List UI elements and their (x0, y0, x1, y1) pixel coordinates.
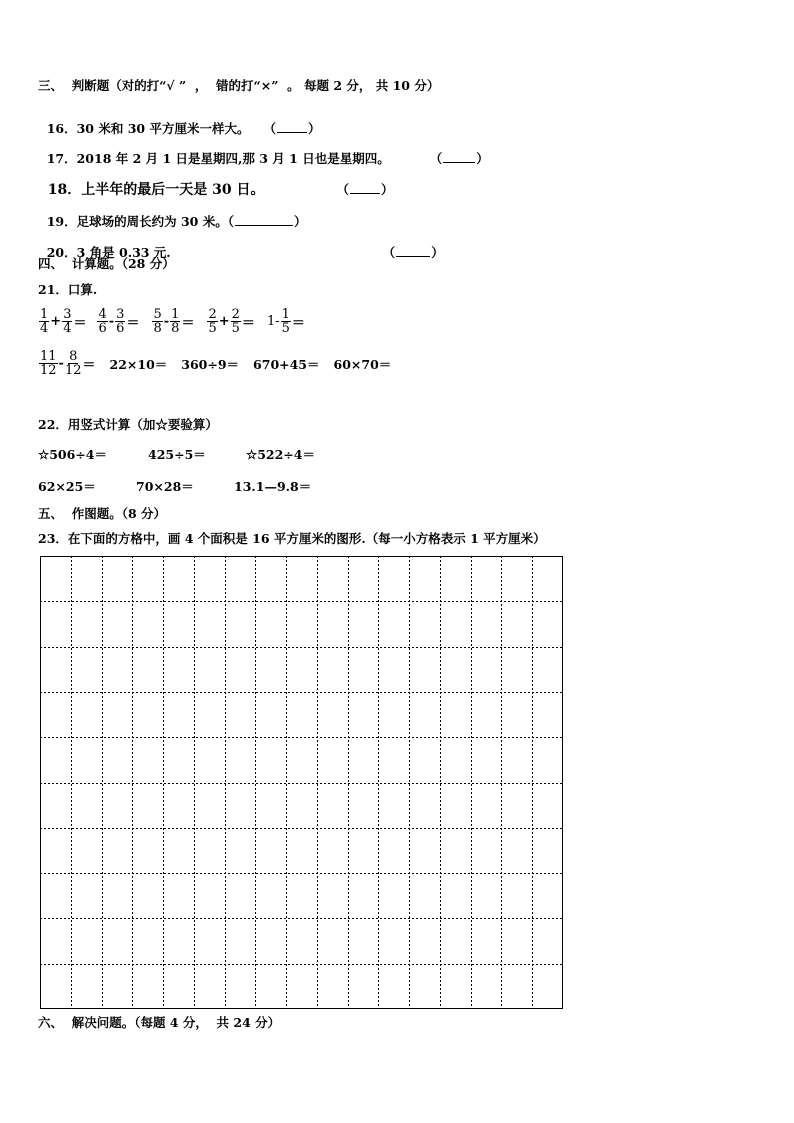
answer-blank-19[interactable] (235, 224, 293, 226)
expr-2: $\frac{4}{6}$ - $\frac{3}{6}$ ＝ (98, 307, 140, 336)
question-22-label: 22．用竖式计算（加☆要验算） (38, 417, 218, 432)
drawing-grid[interactable] (40, 556, 564, 1010)
expr-9: 670+45＝ (253, 356, 320, 372)
fraction: $\frac{3}{4}$ (63, 307, 72, 336)
question-17-text: 17．2018 年 2 月 1 日是星期四,那 3 月 1 日也是星期四。 (46, 151, 390, 166)
section-5-heading: 五、 作图题。（8 分） (38, 506, 167, 521)
vertical-calc-3: ☆522÷4＝ (246, 447, 315, 462)
expr-3: $\frac{5}{8}$ - $\frac{1}{8}$ ＝ (153, 307, 195, 336)
oral-calc-row-1 (38, 308, 305, 335)
fraction: $\frac{1}{5}$ (281, 307, 290, 336)
fraction: $\frac{11}{12}$ (40, 349, 57, 378)
expr-8: 360÷9＝ (181, 356, 240, 372)
vertical-calc-5: 70×28＝ (136, 479, 194, 494)
fraction: $\frac{3}{6}$ (116, 307, 125, 336)
expr-10: 60×70＝ (333, 356, 392, 372)
section-3-heading: 三、 判断题（对的打“√ ” ， 错的打“×” 。 每题 2 分， 共 10 分） (38, 78, 440, 93)
grid-lines (40, 556, 563, 1009)
section-6-heading: 六、 解决问题。（每题 4 分， 共 24 分） (38, 1015, 281, 1030)
expr-4: $\frac{2}{5}$ + $\frac{2}{5}$ ＝ (208, 307, 255, 336)
question-18-text: 18．上半年的最后一天是 30 日。 (47, 182, 265, 198)
question-20-text: 20．3 角是 0.33 元. (46, 245, 171, 260)
fraction: $\frac{1}{4}$ (40, 307, 49, 336)
question-16: 16．30 米和 30 平方厘米一样大。 （ ） (46, 121, 321, 136)
question-16-text: 16．30 米和 30 平方厘米一样大。 (46, 121, 250, 136)
oral-calc-row-2 (38, 350, 391, 377)
answer-blank-16[interactable] (277, 131, 307, 133)
fraction: $\frac{1}{8}$ (171, 307, 180, 336)
vertical-calc-4: 62×25＝ (38, 479, 96, 494)
vertical-calc-6: 13.1—9.8＝ (234, 479, 312, 494)
fraction: $\frac{5}{8}$ (153, 307, 162, 336)
section-4-heading: 四、 计算题。（28 分） (38, 256, 175, 271)
question-18: 18．上半年的最后一天是 30 日。 （ ） (47, 182, 394, 198)
expr-7: 22×10＝ (109, 356, 168, 372)
answer-blank-20[interactable] (396, 255, 430, 257)
answer-blank-18[interactable] (350, 192, 380, 194)
fraction: $\frac{2}{5}$ (208, 307, 217, 336)
expr-6: $\frac{11}{12}$ - $\frac{8}{12}$ ＝ (40, 349, 96, 378)
vertical-calc-1: ☆506÷4＝ (38, 447, 107, 462)
answer-blank-17[interactable] (443, 161, 475, 163)
expr-1: $\frac{1}{4}$ + $\frac{3}{4}$ ＝ (40, 307, 87, 336)
expr-5: 1- $\frac{1}{5}$ ＝ (266, 307, 305, 336)
question-19: 19．足球场的周长约为 30 米。（ ） (46, 214, 307, 229)
grid-border (41, 557, 563, 1009)
question-21-label: 21．口算. (38, 282, 98, 297)
fraction: $\frac{2}{5}$ (231, 307, 240, 336)
question-23: 23．在下面的方格中，画 4 个面积是 16 平方厘米的图形.（每一小方格表示 1 平方厘米） (38, 531, 546, 546)
fraction: $\frac{8}{12}$ (64, 349, 82, 378)
question-20: 20．3 角是 0.33 元. （ ） (46, 245, 444, 260)
vertical-calc-2: 425÷5＝ (148, 447, 206, 462)
question-17: 17．2018 年 2 月 1 日是星期四,那 3 月 1 日也是星期四。 （ ） (46, 151, 489, 166)
question-19-text: 19．足球场的周长约为 30 米。（ (46, 214, 234, 229)
fraction: $\frac{4}{6}$ (98, 307, 107, 336)
